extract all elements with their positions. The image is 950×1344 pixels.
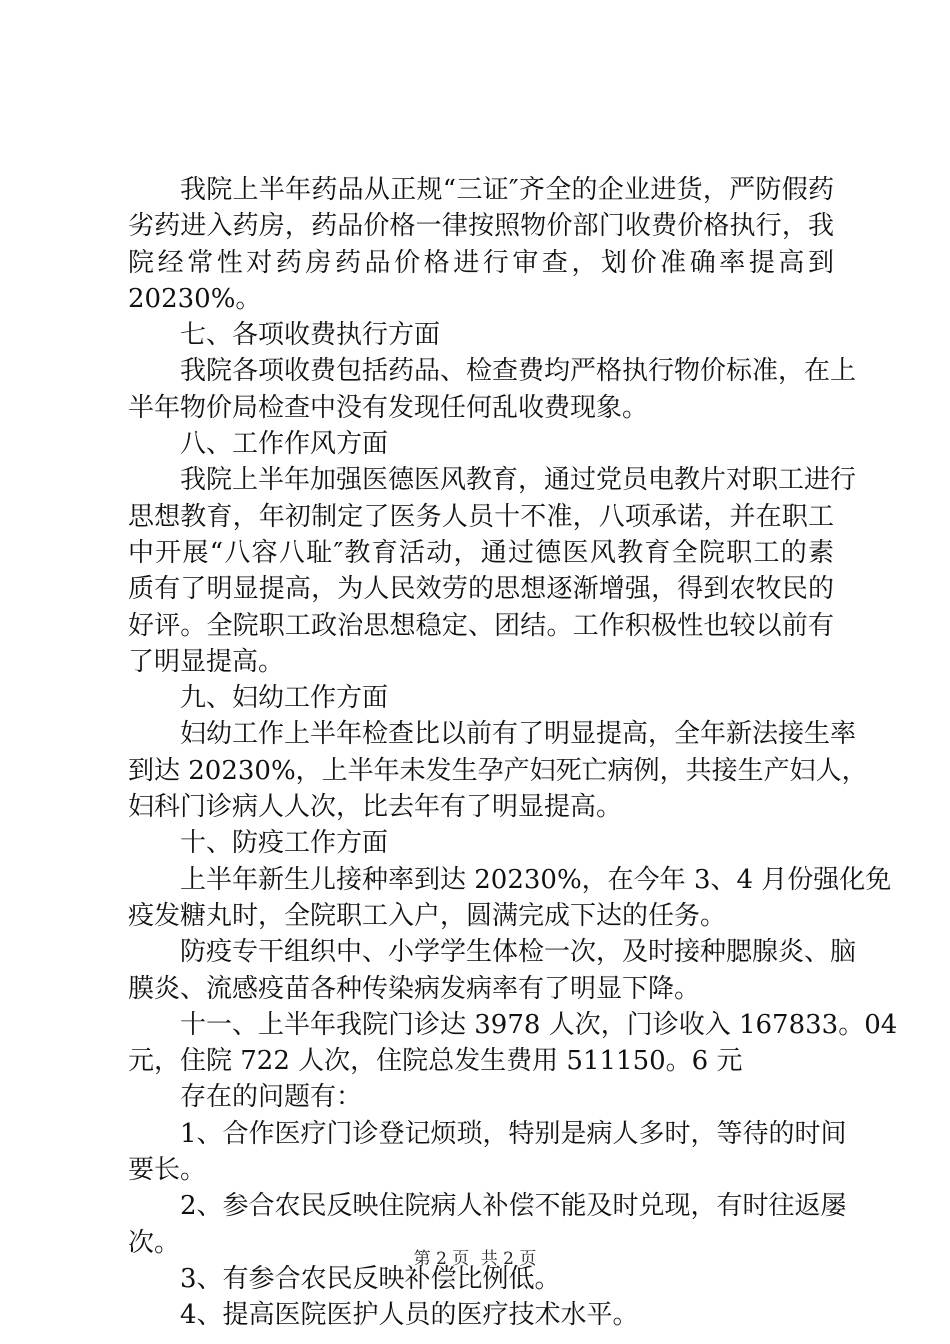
text-line: 妇科门诊病人人次，比去年有了明显提高。 bbox=[128, 792, 623, 823]
text-line: 20230%。 bbox=[128, 283, 262, 314]
text-line: 膜炎、流感疫苗各种传染病发病率有了明显下降。 bbox=[128, 973, 701, 1004]
text-line: 院经常性对药房药品价格进行审查，划价准确率提高到 bbox=[128, 247, 834, 278]
text-line: 妇幼工作上半年检查比以前有了明显提高，全年新法接生率 bbox=[180, 719, 857, 750]
text-line: 防疫专干组织中、小学学生体检一次，及时接种腮腺炎、脑 bbox=[180, 937, 857, 968]
list-item: 1、合作医疗门诊登记烦琐，特别是病人多时，等待的时间 bbox=[180, 1118, 847, 1149]
text-line: 存在的问题有： bbox=[180, 1082, 363, 1113]
text-line: 次。 bbox=[128, 1227, 181, 1258]
page-footer bbox=[0, 1244, 950, 1269]
section-heading: 十、防疫工作方面 bbox=[180, 828, 389, 859]
section-heading: 七、各项收费执行方面 bbox=[180, 320, 441, 351]
list-item: 2、参合农民反映住院病人补偿不能及时兑现，有时往返屡 bbox=[180, 1191, 847, 1222]
text-line: 元，住院 722 人次，住院总发生费用 511150。6 元 bbox=[128, 1046, 743, 1077]
text-line: 我院上半年加强医德医风教育，通过党员电教片对职工进行 bbox=[180, 465, 857, 496]
section-heading: 八、工作作风方面 bbox=[180, 429, 389, 460]
page-total: 共 2 页 bbox=[480, 1249, 537, 1269]
text-line: 劣药进入药房，药品价格一律按照物价部门收费价格执行，我 bbox=[128, 211, 834, 242]
text-line: 十一、上半年我院门诊达 3978 人次，门诊收入 167833。04 bbox=[180, 1009, 898, 1040]
text-line: 好评。全院职工政治思想稳定、团结。工作积极性也较以前有 bbox=[128, 610, 834, 641]
text-line: 疫发糖丸时，全院职工入户，圆满完成下达的任务。 bbox=[128, 900, 727, 931]
text-line: 我院上半年药品从正规“三证″齐全的企业进货，严防假药 bbox=[180, 175, 834, 205]
text-line: 思想教育，年初制定了医务人员十不准，八项承诺，并在职工 bbox=[128, 501, 834, 532]
document-body bbox=[128, 172, 898, 1334]
text-line: 上半年新生儿接种率到达 20230%，在今年 3、4 月份强化免 bbox=[180, 864, 892, 895]
list-item: 4、提高医院医护人员的医疗技术水平。 bbox=[180, 1300, 639, 1331]
text-line: 半年物价局检查中没有发现任何乱收费现象。 bbox=[128, 392, 649, 423]
text-line: 质有了明显提高，为人民效劳的思想逐渐增强，得到农牧民的 bbox=[128, 574, 834, 605]
page-number: 第 2 页 bbox=[413, 1249, 470, 1269]
text-line: 要长。 bbox=[128, 1155, 207, 1186]
text-line: 到达 20230%，上半年未发生孕产妇死亡病例，共接生产妇人， bbox=[128, 755, 868, 786]
list-item: 3、有参合农民反映补偿比例低。 bbox=[180, 1263, 561, 1294]
text-line: 我院各项收费包括药品、检查费均严格执行物价标准，在上 bbox=[180, 356, 857, 387]
section-heading: 九、妇幼工作方面 bbox=[180, 683, 389, 714]
text-line: 了明显提高。 bbox=[128, 646, 285, 677]
text-line: 中开展“八容八耻″教育活动，通过德医风教育全院职工的素 bbox=[128, 537, 834, 568]
